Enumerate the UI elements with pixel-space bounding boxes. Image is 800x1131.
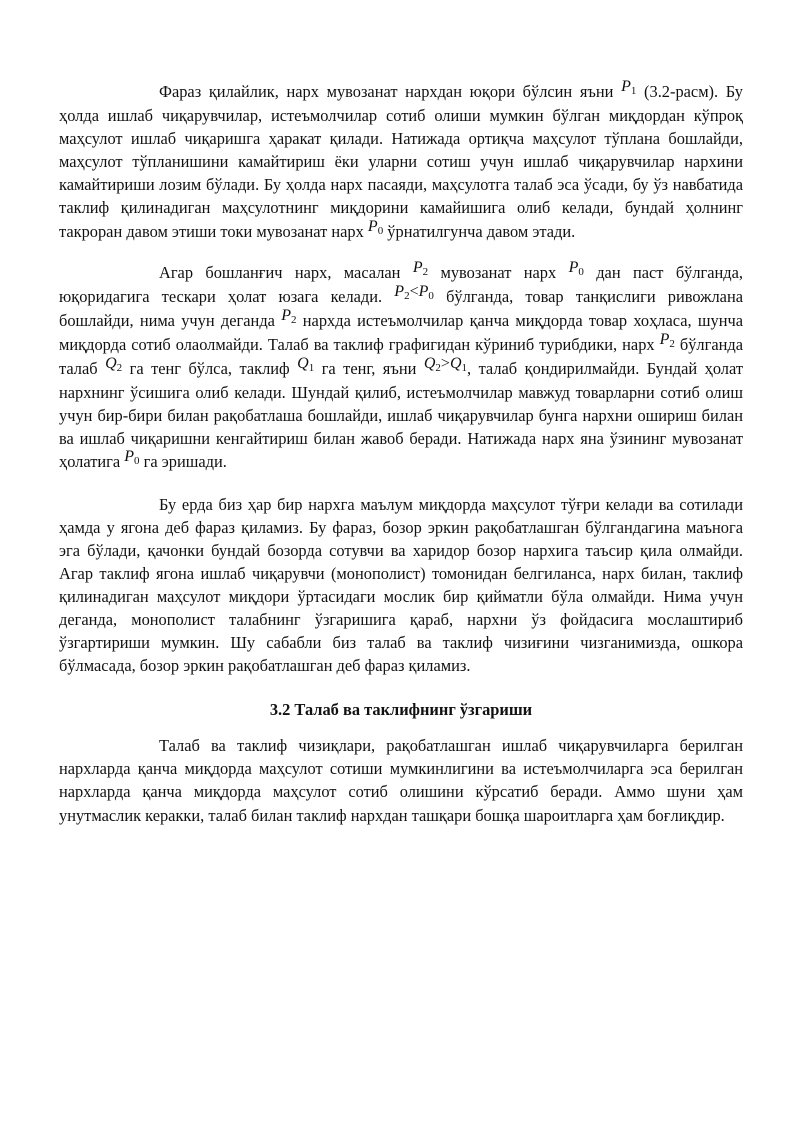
section-title: 3.2 Талаб ва таклифнинг ўзгариши bbox=[269, 700, 533, 720]
symbol-q2: $Q_2$ bbox=[105, 355, 123, 375]
paragraph-2 bbox=[59, 258, 744, 475]
inequality-p2-less-p0: $P_2<P_0$ bbox=[394, 282, 434, 302]
paragraph-2-text-d: бўлганда, товар танқислиги ривожлана бошлайди, нима учун деганда bbox=[59, 286, 743, 330]
paragraph-2-text-h: га тенг, яъни bbox=[314, 359, 424, 379]
symbol-p2: $P_2$ bbox=[281, 306, 297, 326]
paragraph-2-text-b: мувозанат нарх bbox=[428, 262, 569, 282]
symbol-p1: $P_1$ bbox=[621, 78, 637, 97]
paragraph-3: Бу ерда биз ҳар бир нархга маълум миқдорда маҳсулот тўғри келади ва сотилади ҳамда у ягона деб фараз қиламиз. Бу фараз, бозор эркин рақобатлашган бўлгандагина маънога эга бўлади, қачонки бундай бозорда сотувчи ва харидор бозор нархига таъсир қила олмайди. Агар таклиф ягона ишлаб чиқарувчи (монополист) томонидан белгиланса, нарх билан, таклиф қилинадиган маҳсулот миқдори ўртасидаги мослик бир қийматли бўла олмайди. Нима учун деганда, монополист талабнинг ўзгаришига қараб, нархни ўз фойдасига мослаштириб ўзгартириши мумкин. Шу сабабли биз талаб ва таклиф чизиғини чизганимизда, ошкора бўлмасада, бозор эркин рақобатлашган деб фараз қиламиз. bbox=[59, 494, 743, 676]
paragraph-1-text-c: ўрнатилгунча давом этади. bbox=[383, 221, 576, 241]
symbol-p0: $P_0$ bbox=[124, 448, 140, 468]
paragraph-1-text-a: Фараз қилайлик, нарх мувозанат нархдан юқори бўлсин яъни bbox=[159, 82, 622, 101]
symbol-p0: $P_0$ bbox=[568, 258, 584, 278]
symbol-p2: $P_2$ bbox=[412, 258, 429, 278]
paragraph-1 bbox=[59, 80, 743, 244]
paragraph-1-text-b: (3.2-расм). Бу ҳолда ишлаб чиқарувчилар, истеъмолчилар сотиб олиши мумкин бўлган миқдордан кўпроқ маҳсулот ишлаб чиқаришга ҳаракат қилади. Натижада ортиқча маҳсулот тўплана бошлайди, маҳсулот тўпланишини камайтириш ёки уларни сотиш учун ишлаб чиқарувчилар нархини камайтириши лозим бўлади. Бу ҳолда нарх пасаяди, маҳсулотга талаб эса ўсади, бу ўз навбатида таклиф қилинадиган маҳсулотнинг миқдорини камайишига олиб келади, бундай ҳолнинг такроран давом этиши токи мувозанат нарх bbox=[59, 82, 743, 241]
paragraph-2-text-g: га тенг бўлса, таклиф bbox=[122, 359, 298, 379]
paragraph-2-text-i: , талаб қондирилмайди. Бундай ҳолат нархнинг ўсишига олиб келади. Шундай қилиб, истеъмолчилар мавжуд товарларни сотиб олиш учун бир-бири билан рақобатлаша бошлайди, ишлаб чиқарувчилар бунга нархни ошириш билан ва ишлаб чиқаришни кенгайтириш билан жавоб беради. Натижада нарх яна ўзининг мувозанат ҳолатига bbox=[59, 359, 743, 472]
paragraph-2-text-e: нархда истеъмолчилар қанча миқдорда товар хоҳласа, шунча миқдорда сотиб олаолмайди. Талаб ва таклиф графигидан кўриниб турибдики, нарх bbox=[59, 310, 743, 354]
inequality-q2-greater-q1: $Q_2>Q_1$ bbox=[423, 355, 467, 375]
paragraph-2-text-j: га эришади. bbox=[139, 452, 227, 472]
paragraph-2-text-f: бўлганда талаб bbox=[59, 334, 743, 379]
symbol-p0: $P_0$ bbox=[367, 217, 384, 237]
paragraph-2-text-c: дан паст бўлганда, юқоридагига тескари ҳолат юзага келади. bbox=[59, 262, 744, 306]
document-page bbox=[59, 0, 743, 827]
paragraph-2-text-a: Агар бошланғич нарх, масалан bbox=[159, 262, 413, 282]
symbol-q1: $Q_1$ bbox=[297, 355, 315, 375]
paragraph-4: Талаб ва таклиф чизиқлари, рақобатлашган ишлаб чиқарувчиларга берилган нархларда қанча миқдорда маҳсулот сотиши мумкинлигини ва истеъмолчиларга эса берилган нархларда қанча миқдорда маҳсулот сотиб олишини кўрсатиб беради. Аммо шуни ҳам унутмаслик керакки, талаб билан таклиф нархдан ташқари бошқа шароитларга ҳам боғлиқдир. bbox=[59, 736, 743, 825]
symbol-p2: $P_2$ bbox=[659, 330, 675, 350]
